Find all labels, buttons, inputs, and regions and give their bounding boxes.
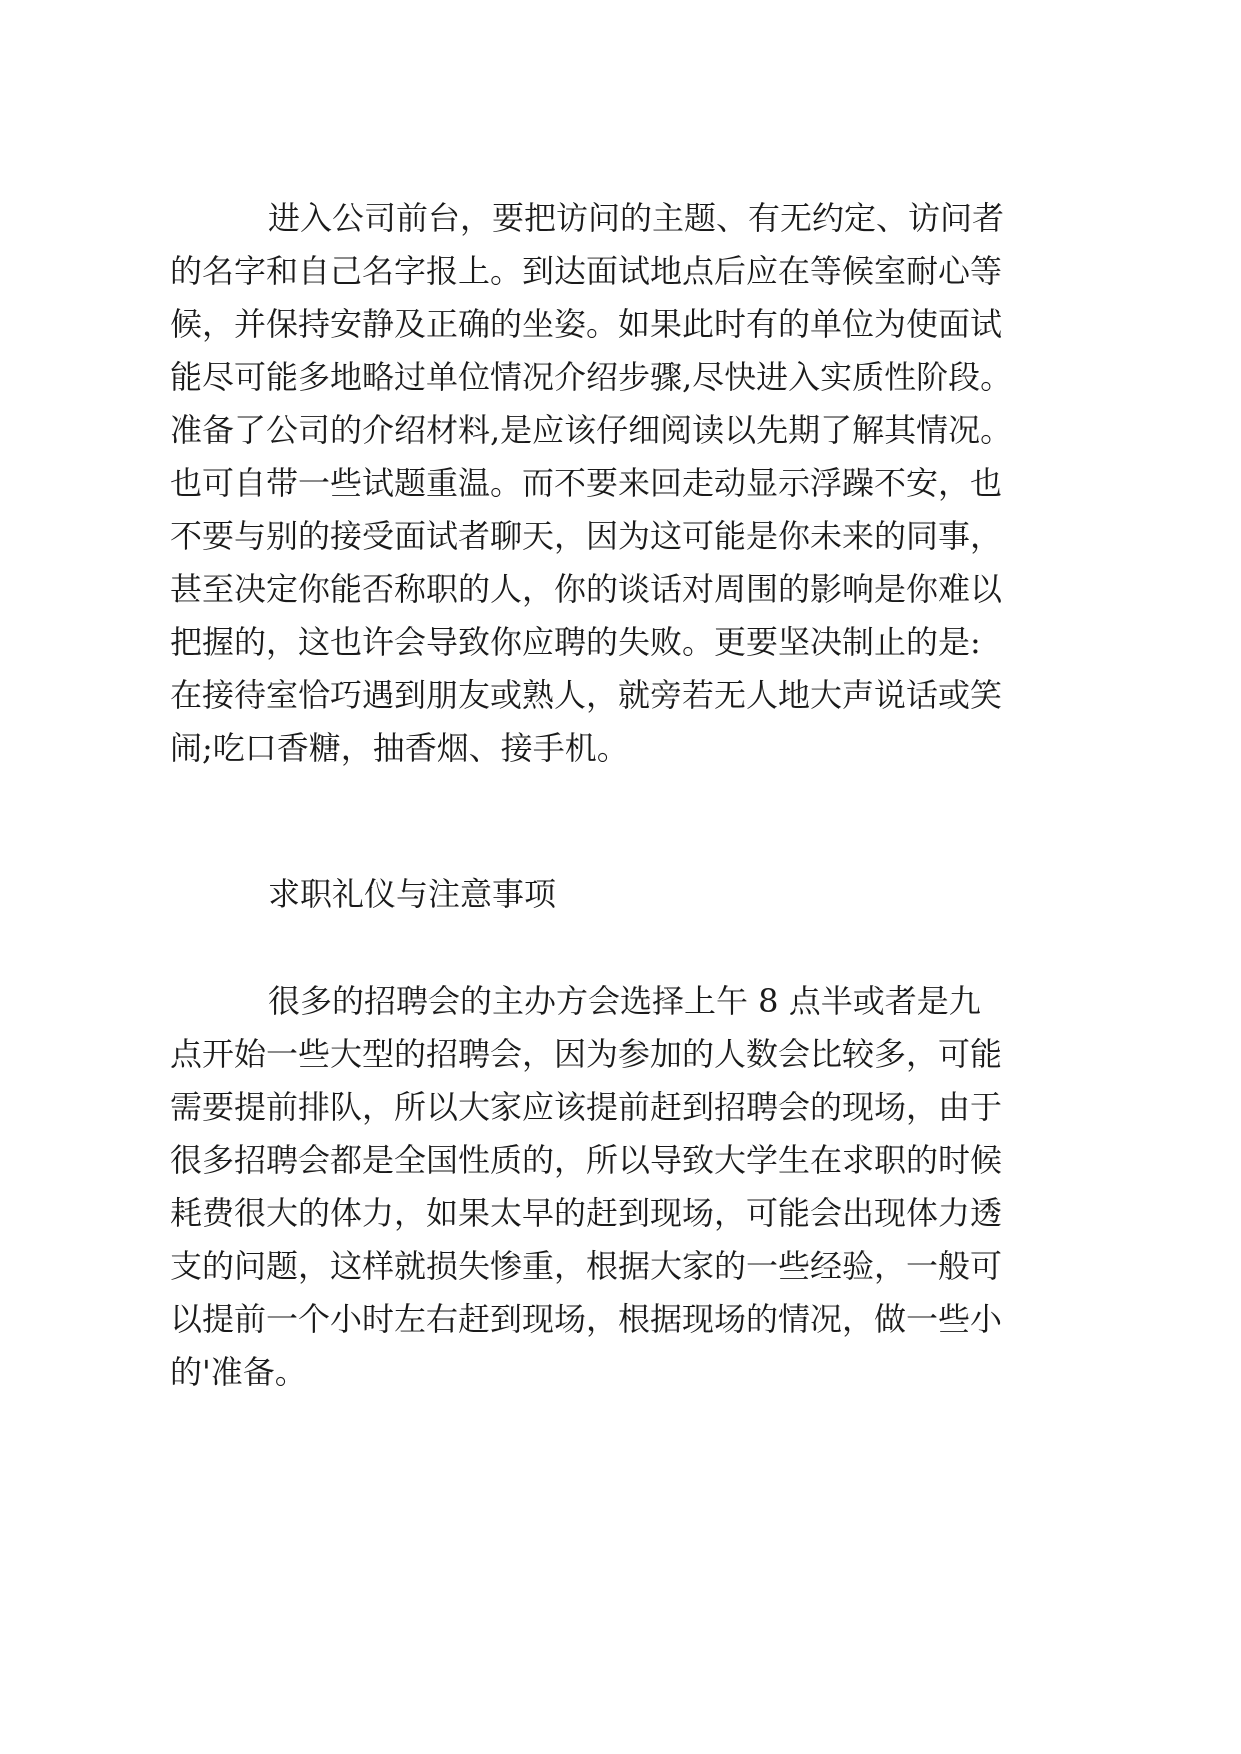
- paragraph-line: 在接待室恰巧遇到朋友或熟人，就旁若无人地大声说话或笑: [170, 676, 1003, 714]
- paragraph-line: 点开始一些大型的招聘会，因为参加的人数会比较多，可能: [170, 1035, 1003, 1073]
- paragraph-line: 把握的，这也许会导致你应聘的失败。更要坚决制止的是:: [170, 623, 981, 661]
- paragraph-line: 进入公司前台，要把访问的主题、有无约定、访问者: [268, 199, 1005, 237]
- section-heading: 求职礼仪与注意事项: [268, 875, 557, 913]
- paragraph-line: 也可自带一些试题重温。而不要来回走动显示浮躁不安，也: [170, 464, 1003, 502]
- paragraph-line: 能尽可能多地略过单位情况介绍步骤,尽快进入实质性阶段。: [170, 358, 1013, 396]
- paragraph-line: 支的问题，这样就损失惨重，根据大家的一些经验，一般可: [170, 1247, 1003, 1285]
- paragraph-line: 闹;吃口香糖，抽香烟、接手机。: [170, 729, 629, 767]
- paragraph-line: 需要提前排队，所以大家应该提前赶到招聘会的现场，由于: [170, 1088, 1003, 1126]
- paragraph-line: 不要与别的接受面试者聊天，因为这可能是你未来的同事，: [170, 517, 1003, 555]
- paragraph-line: 准备了公司的介绍材料,是应该仔细阅读以先期了解其情况。: [170, 411, 1013, 449]
- paragraph-line: 很多的招聘会的主办方会选择上午 8 点半或者是九: [268, 982, 981, 1020]
- paragraph-line: 很多招聘会都是全国性质的，所以导致大学生在求职的时候: [170, 1141, 1003, 1179]
- paragraph-line: 的名字和自己名字报上。到达面试地点后应在等候室耐心等: [170, 252, 1003, 290]
- paragraph-line: 耗费很大的体力，如果太早的赶到现场，可能会出现体力透: [170, 1194, 1003, 1232]
- paragraph-line: 以提前一个小时左右赶到现场，根据现场的情况，做一些小: [170, 1300, 1003, 1338]
- paragraph-line: 的'准备。: [170, 1353, 307, 1391]
- paragraph-line: 候，并保持安静及正确的坐姿。如果此时有的单位为使面试: [170, 305, 1003, 343]
- paragraph-line: 甚至决定你能否称职的人，你的谈话对周围的影响是你难以: [170, 570, 1003, 608]
